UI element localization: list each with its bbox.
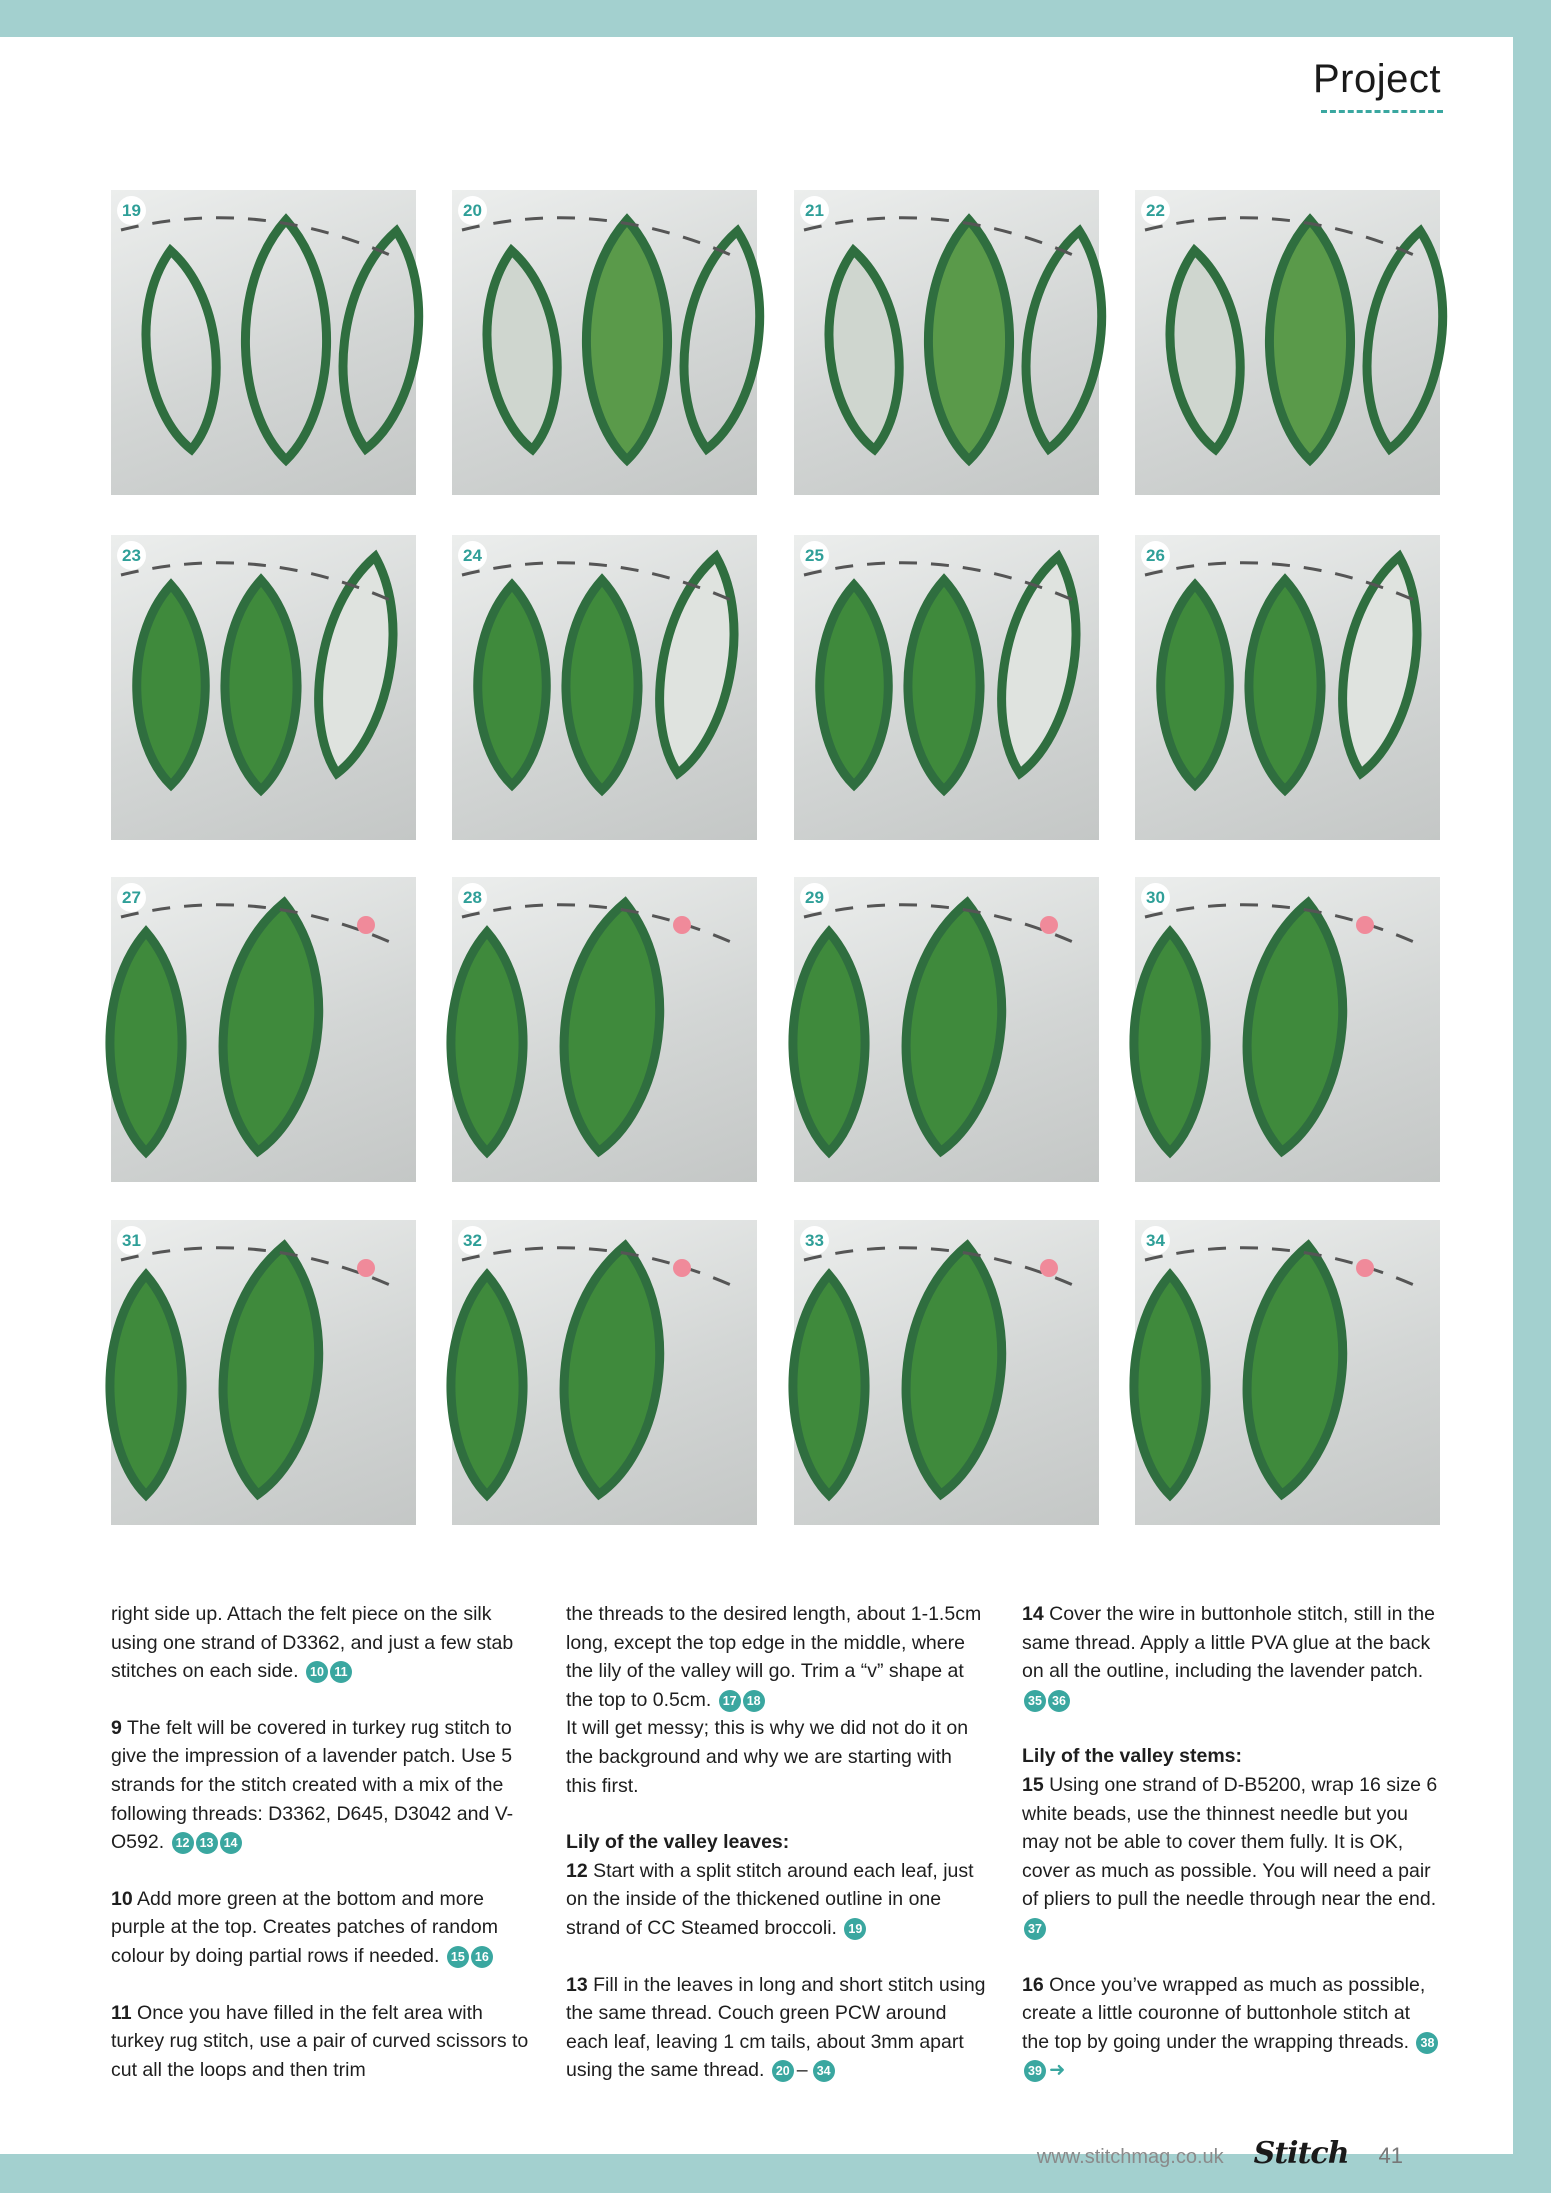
- magazine-page: [0, 37, 1513, 2171]
- embroidery-photo-illustration: [111, 190, 416, 495]
- subheading-stems: Lily of the valley stems:: [1022, 1745, 1242, 1768]
- photo-ref-badge: 34: [813, 2060, 835, 2082]
- step-photo: [1135, 877, 1440, 1182]
- photo-number-badge: 30: [1141, 883, 1170, 912]
- photo-ref-badge: 12: [172, 1832, 194, 1854]
- embroidery-photo-illustration: [1135, 877, 1440, 1182]
- footer-url[interactable]: www.stitchmag.co.uk: [1036, 2146, 1224, 2168]
- photo-ref-badge: 18: [743, 1690, 765, 1712]
- paragraph: right side up. Attach the felt piece on the silk using one strand of D3362, and just a few stab stitches on each side. 10 11: [111, 1603, 514, 1683]
- photo-ref-badge: 38: [1416, 2032, 1438, 2054]
- embroidery-photo-illustration: [452, 190, 757, 495]
- photo-ref-badge: 15: [447, 1946, 469, 1968]
- embroidery-photo-illustration: [794, 190, 1099, 495]
- embroidery-photo-illustration: [794, 877, 1099, 1182]
- embroidery-photo-illustration: [1135, 535, 1440, 840]
- photo-ref-badge: 37: [1024, 1918, 1046, 1940]
- photo-ref-badge: 16: [471, 1946, 493, 1968]
- text-column-3: [1022, 1600, 1442, 2113]
- photo-ref-badge: 10: [306, 1661, 328, 1683]
- photo-number-badge: 29: [800, 883, 829, 912]
- arrow-right-icon: ➜: [1049, 2059, 1066, 2082]
- step-10: 10 Add more green at the bottom and more purple at the top. Creates patches of random colour by doing partial rows if needed. 15 16: [111, 1887, 498, 1967]
- photo-number-badge: 21: [800, 196, 829, 225]
- embroidery-photo-illustration: [1135, 190, 1440, 495]
- photo-ref-badge: 36: [1048, 1690, 1070, 1712]
- photo-number-badge: 31: [117, 1226, 146, 1255]
- embroidery-photo-illustration: [1135, 1220, 1440, 1525]
- photo-number-badge: 26: [1141, 541, 1170, 570]
- step-photo: [111, 535, 416, 840]
- title-dashed-rule: [1321, 110, 1443, 113]
- photo-ref-badge: 11: [330, 1661, 352, 1683]
- photo-number-badge: 25: [800, 541, 829, 570]
- step-photo: [111, 877, 416, 1182]
- embroidery-photo-illustration: [111, 535, 416, 840]
- section-title: Project: [1313, 57, 1441, 101]
- step-photo: [794, 190, 1099, 495]
- text-column-1: [111, 1600, 531, 2112]
- subheading-leaves: Lily of the valley leaves:: [566, 1831, 790, 1854]
- step-photo: [452, 1220, 757, 1525]
- photo-ref-badge: 35: [1024, 1690, 1046, 1712]
- step-15: 15 Using one strand of D-B5200, wrap 16 size 6 white beads, use the thinnest needle but you may not be able to cover them fully. It is OK, cover as much as possible. You will need a pair of pliers to pull the needle through near the end. 37: [1022, 1771, 1442, 1943]
- page-footer: [1037, 2136, 1403, 2171]
- photo-number-badge: 20: [458, 196, 487, 225]
- step-12: 12 Start with a split stitch around each leaf, just on the inside of the thickened outline in one strand of CC Steamed broccoli. 19: [566, 1859, 974, 1939]
- embroidery-photo-illustration: [452, 535, 757, 840]
- photo-number-badge: 27: [117, 883, 146, 912]
- step-photo: [794, 1220, 1099, 1525]
- photo-number-badge: 33: [800, 1226, 829, 1255]
- step-14: 14 Cover the wire in buttonhole stitch, still in the same thread. Apply a little PVA glue at the back on all the outline, including the lavender patch. 35 36: [1022, 1600, 1442, 1714]
- photo-ref-badge: 19: [844, 1918, 866, 1940]
- photo-ref-badge: 20: [772, 2060, 794, 2082]
- embroidery-photo-illustration: [111, 1220, 416, 1525]
- photo-number-badge: 28: [458, 883, 487, 912]
- photo-number-badge: 23: [117, 541, 146, 570]
- step-11: 11 Once you have filled in the felt area with turkey rug stitch, use a pair of curved scissors to cut all the loops and then trim: [111, 2001, 529, 2081]
- photo-ref-badge: 14: [220, 1832, 242, 1854]
- step-photo: [111, 190, 416, 495]
- embroidery-photo-illustration: [111, 877, 416, 1182]
- step-photo: [111, 1220, 416, 1525]
- embroidery-photo-illustration: [794, 535, 1099, 840]
- step-photo: [794, 877, 1099, 1182]
- paragraph: the threads to the desired length, about 1-1.5cm long, except the top edge in the middle, where the lily of the valley will go. Trim a “v” shape at the top to 0.5cm. 17 18: [566, 1603, 982, 1711]
- step-9: 9 The felt will be covered in turkey rug stitch to give the impression of a lavender patch. Use 5 strands for the stitch created with a mix of the following threads: D3362, D645, D3042 and V-O592. 12 13 14: [111, 1716, 514, 1854]
- photo-ref-badge: 39: [1024, 2060, 1046, 2082]
- step-photo: [452, 535, 757, 840]
- paragraph: It will get messy; this is why we did not do it on the background and why we are starting with this first.: [566, 1717, 969, 1797]
- page-number: 41: [1378, 2143, 1403, 2168]
- text-column-2: [566, 1600, 986, 2113]
- photo-number-badge: 32: [458, 1226, 487, 1255]
- step-photo: [1135, 1220, 1440, 1525]
- embroidery-photo-illustration: [452, 1220, 757, 1525]
- photo-number-badge: 22: [1141, 196, 1170, 225]
- step-photo: [452, 190, 757, 495]
- embroidery-photo-illustration: [794, 1220, 1099, 1525]
- step-photo: [452, 877, 757, 1182]
- photo-number-badge: 19: [117, 196, 146, 225]
- photo-ref-badge: 17: [719, 1690, 741, 1712]
- photo-ref-badge: 13: [196, 1832, 218, 1854]
- step-photo: [1135, 190, 1440, 495]
- embroidery-photo-illustration: [452, 877, 757, 1182]
- step-16: 16 Once you’ve wrapped as much as possible, create a little couronne of buttonhole stitch at the top by going under the wrapping threads. 3839 ➜: [1022, 1971, 1442, 2085]
- step-photo: [794, 535, 1099, 840]
- brand-logo: Stitch: [1253, 2136, 1349, 2171]
- photo-number-badge: 24: [458, 541, 487, 570]
- step-photo: [1135, 535, 1440, 840]
- step-13: 13 Fill in the leaves in long and short stitch using the same thread. Couch green PCW around each leaf, leaving 1 cm tails, about 3mm apart using the same thread. 20 – 34: [566, 1973, 986, 2082]
- photo-number-badge: 34: [1141, 1226, 1170, 1255]
